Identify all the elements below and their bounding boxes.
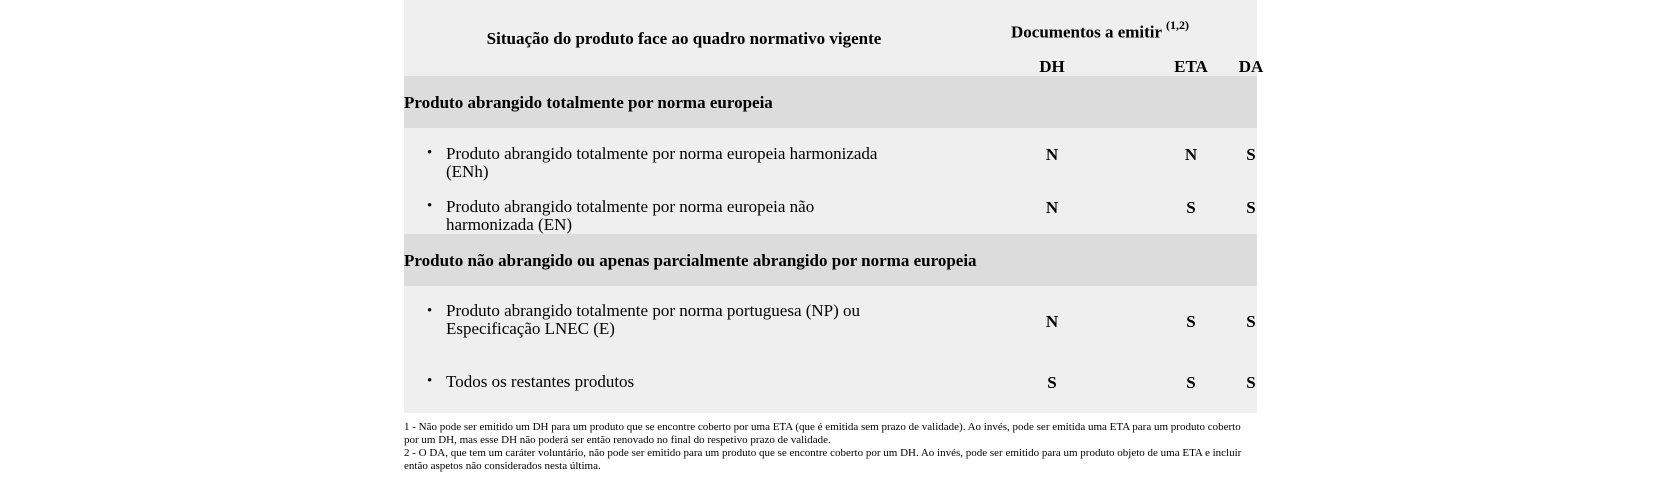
table-row: [404, 356, 1257, 413]
cell-dh: N: [1045, 198, 1059, 217]
row-label: Todos os restantes produtos: [446, 372, 635, 391]
footnote: 2 - O DA, que tem um caráter voluntário, não pode ser emitido para um produto que se encontre coberto por um DH. Ao invés, pode ser emitido para um produto objeto de uma ETA e incluir então aspetos não considerados nesta última.: [404, 447, 1242, 472]
section-header: [404, 76, 1257, 128]
section-header: [404, 234, 1257, 286]
situation-header: Situação do produto face ao quadro normativo vigente: [486, 29, 882, 48]
column-header-da: DA: [1238, 57, 1264, 76]
cell-da: S: [1246, 198, 1256, 217]
section-title: Produto não abrangido ou apenas parcialmente abrangido por norma europeia: [404, 251, 977, 270]
bullet-icon: •: [427, 303, 433, 319]
column-header-dh: DH: [1039, 57, 1065, 76]
cell-dh: N: [1045, 145, 1059, 164]
bullet-icon: •: [427, 198, 433, 214]
documents-table: [404, 0, 1264, 413]
section-title: Produto abrangido totalmente por norma europeia: [404, 93, 773, 112]
documents-header: [1011, 20, 1189, 43]
footnotes: [404, 421, 1257, 473]
table-row: [404, 181, 1257, 234]
column-header-eta: ETA: [1174, 57, 1208, 76]
cell-dh: N: [1045, 312, 1059, 331]
documents-header-label: Documentos a emitir: [1011, 22, 1162, 42]
cell-dh: S: [1047, 373, 1057, 392]
table-row: [404, 286, 1257, 356]
cell-eta: S: [1186, 373, 1196, 392]
cell-eta: S: [1186, 312, 1196, 331]
bullet-icon: •: [427, 373, 433, 389]
row-label: Produto abrangido totalmente por norma europeia não harmonizada (EN): [446, 197, 815, 234]
row-label: Produto abrangido totalmente por norma europeia harmonizada (ENh): [446, 144, 878, 181]
cell-eta: S: [1186, 198, 1196, 217]
cell-da: S: [1246, 145, 1256, 164]
table-row: [404, 128, 1257, 181]
cell-eta: N: [1184, 145, 1198, 164]
cell-da: S: [1246, 312, 1256, 331]
row-label: Produto abrangido totalmente por norma portuguesa (NP) ou Especificação LNEC (E): [446, 301, 861, 338]
footnote: 1 - Não pode ser emitido um DH para um produto que se encontre coberto por uma ETA (que é emitida sem prazo de validade). Ao invés, pode ser emitida uma ETA para um produto coberto por um DH, mas esse DH não poderá ser então renovado no final do respetivo prazo de validade.: [404, 421, 1241, 446]
table-header: [404, 0, 1264, 76]
documents-footnote-ref: (1,2): [1166, 18, 1190, 32]
cell-da: S: [1246, 373, 1256, 392]
bullet-icon: •: [427, 145, 433, 161]
